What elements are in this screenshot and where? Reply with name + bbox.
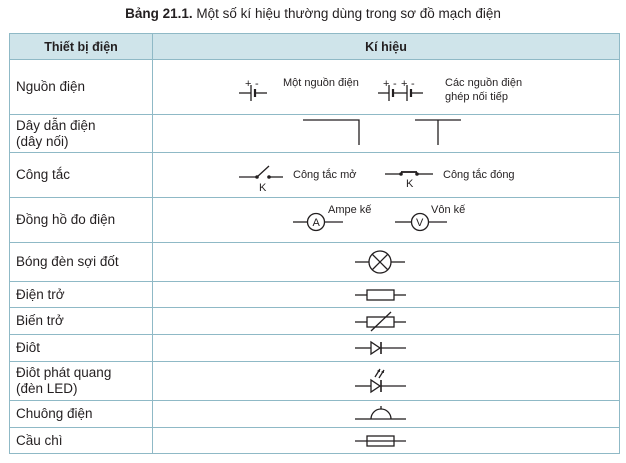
label-one-source: Một nguồn điện <box>283 77 359 89</box>
rheostat-symbol <box>153 308 620 335</box>
fuse-symbol <box>153 428 620 454</box>
lamp-symbol <box>153 243 620 282</box>
svg-text:+: + <box>245 78 252 90</box>
row-led <box>10 362 620 401</box>
header-device: Thiết bị điện <box>10 34 153 60</box>
row-name: Đồng hồ đo điện <box>10 198 153 243</box>
diode-svg <box>153 335 620 361</box>
row-name: Biến trở <box>10 308 153 335</box>
wire-svg <box>153 115 620 152</box>
label-ammeter: Ampe kế <box>328 204 372 216</box>
meter-svg <box>153 198 620 242</box>
symbol-table <box>9 33 620 454</box>
row-diode <box>10 335 620 362</box>
led-svg <box>153 362 620 400</box>
fuse-svg <box>153 428 620 453</box>
row-rheostat <box>10 308 620 335</box>
label-series-sources-2: ghép nối tiếp <box>445 91 508 103</box>
label-series-sources-1: Các nguồn điện <box>445 77 523 89</box>
row-name: Nguồn điện <box>10 60 153 115</box>
svg-text:+: + <box>383 78 390 90</box>
row-name: Điện trở <box>10 282 153 308</box>
diode-symbol <box>153 335 620 362</box>
label-switch-open: Công tắc mở <box>293 169 357 181</box>
caption-number: Bảng 21.1. <box>125 6 193 21</box>
header-symbol: Kí hiệu <box>153 34 620 60</box>
bell-svg <box>153 401 620 427</box>
power-source-svg <box>153 60 620 114</box>
row-name: Cầu chì <box>10 428 153 454</box>
row-lamp <box>10 243 620 282</box>
svg-text:-: - <box>255 78 259 90</box>
label-voltmeter: Vôn kế <box>431 204 466 216</box>
caption-text: Một số kí hiệu thường dùng trong sơ đồ mạch điện <box>192 6 501 21</box>
label-v: V <box>416 217 424 229</box>
row-name: Chuông điện <box>10 401 153 428</box>
row-bell <box>10 401 620 428</box>
row-power-source <box>10 60 620 115</box>
svg-text:-: - <box>393 78 397 90</box>
resistor-symbol <box>153 282 620 308</box>
row-name: Dây dẫn điện (dây nối) <box>10 115 153 153</box>
header-row <box>10 34 620 60</box>
svg-text:+: + <box>401 78 408 90</box>
label-k-open: K <box>259 182 267 194</box>
table-caption <box>0 6 626 21</box>
wire-symbols <box>153 115 620 153</box>
svg-text:-: - <box>411 78 415 90</box>
row-fuse <box>10 428 620 454</box>
rheostat-svg <box>153 308 620 334</box>
row-resistor <box>10 282 620 308</box>
row-name: Điôt phát quang (đèn LED) <box>10 362 153 401</box>
power-source-symbols <box>153 60 620 115</box>
resistor-svg <box>153 282 620 307</box>
row-name: Bóng đèn sợi đốt <box>10 243 153 282</box>
label-a: A <box>312 217 320 229</box>
row-switch <box>10 153 620 198</box>
label-switch-closed: Công tắc đóng <box>443 169 515 181</box>
led-symbol <box>153 362 620 401</box>
label-k-closed: K <box>406 178 414 190</box>
switch-svg <box>153 153 620 197</box>
row-name: Công tắc <box>10 153 153 198</box>
lamp-svg <box>153 243 620 281</box>
switch-symbols <box>153 153 620 198</box>
meter-symbols <box>153 198 620 243</box>
row-wire <box>10 115 620 153</box>
row-meters <box>10 198 620 243</box>
bell-symbol <box>153 401 620 428</box>
row-name: Điôt <box>10 335 153 362</box>
